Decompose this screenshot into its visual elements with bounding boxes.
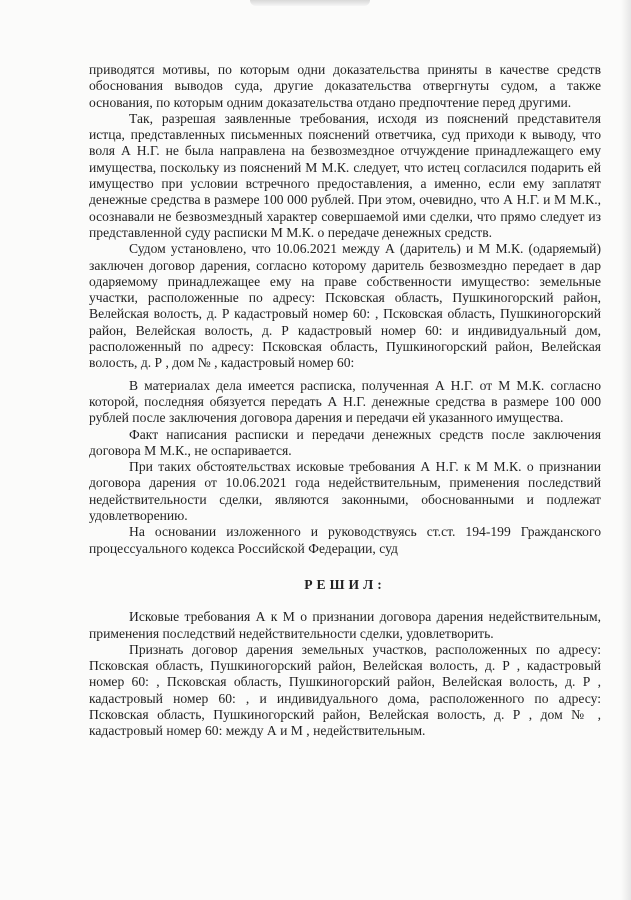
- scan-artifact: [250, 0, 370, 6]
- paragraph-established-facts: Судом установлено, что 10.06.2021 между А (даритель) и М М.К. (одаряемый) заключен договор дарения, согласно которому даритель безвозмездно передает в дар одаряемому принадлежащее ему на праве собственности имущество: земельные участки, расположенные по адресу: Псковская область, Пушкиногорский район, Велейская волость, д. Р кадастровый номер 60: , Псковская область, Пушкиногорский район, Велейская волость, д. Р кадастровый номер 60: и индивидуальный дом, расположенный по адресу: Псковская область, Пушкиногорский район, Велейская волость, д. Р , дом № , кадастровый номер 60:: [89, 241, 601, 371]
- paragraph-receipt: В материалах дела имеется расписка, полученная А Н.Г. от М М.К. согласно которой, последняя обязуется передать А Н.Г. денежные средства в размере 100 000 рублей после заключения договора дарения и передачи ей указанного имущества.: [89, 377, 601, 426]
- paragraph-contract-invalid: Признать договор дарения земельных участков, расположенных по адресу: Псковская область, Пушкиногорский район, Велейская волость, д. Р , кадастровый номер 60: , Псковская область, Пушкиногорский район, Велейская волость, д. Р , кадастровый номер 60: , и индивидуального дома, расположенного по адресу: Псковская область, Пушкиногорский район, Велейская волость, д. Р , дом № , кадастровый номер 60: между А и М , недействительным.: [89, 641, 601, 739]
- paragraph-not-disputed: Факт написания расписки и передачи денежных средств после заключения договора М М.К., не оспаривается.: [89, 426, 601, 458]
- document-body: [89, 62, 601, 740]
- paragraph-reasoning-intro: приводятся мотивы, по которым одни доказательства приняты в качестве средств обоснования выводов суда, другие доказательства отвергнуты судом, а также основания, по которым одним доказательства отдано предпочтение перед другими.: [89, 62, 601, 110]
- paragraph-court-conclusion: Так, разрешая заявленные требования, исходя из пояснений представителя истца, представленных письменных пояснений ответчика, суд приходи к выводу, что воля А Н.Г. не была направлена на безвозмездное отчуждение принадлежащего ему имущества, поскольку из пояснений М М.К. следует, что истец согласился подарить ей имущество при условии встречного предоставления, а именно, если ему заплатят денежные средства в размере 100 000 рублей. При этом, очевидно, что А Н.Г. и М М.К., осознавали не безвозмездный характер совершаемой ими сделки, что прямо следует из представленной суду расписки М М.К. о передаче денежных средств.: [89, 110, 601, 240]
- paragraph-claims-satisfied: Исковые требования А к М о признании договора дарения недействительным, применения последствий недействительности сделки, удовлетворить.: [89, 609, 601, 641]
- page-edge-shadow: [621, 0, 631, 900]
- paragraph-claims-lawful: При таких обстоятельствах исковые требования А Н.Г. к М М.К. о признании договора дарения от 10.06.2021 года недействительным, применения последствий недействительности сделки, являются законными, обоснованными и подлежат удовлетворению.: [89, 459, 601, 524]
- paragraph-legal-basis: На основании изложенного и руководствуясь ст.ст. 194-199 Гражданского процессуального кодекса Российской Федерации, суд: [89, 524, 601, 556]
- decision-heading: РЕШИЛ:: [304, 576, 386, 592]
